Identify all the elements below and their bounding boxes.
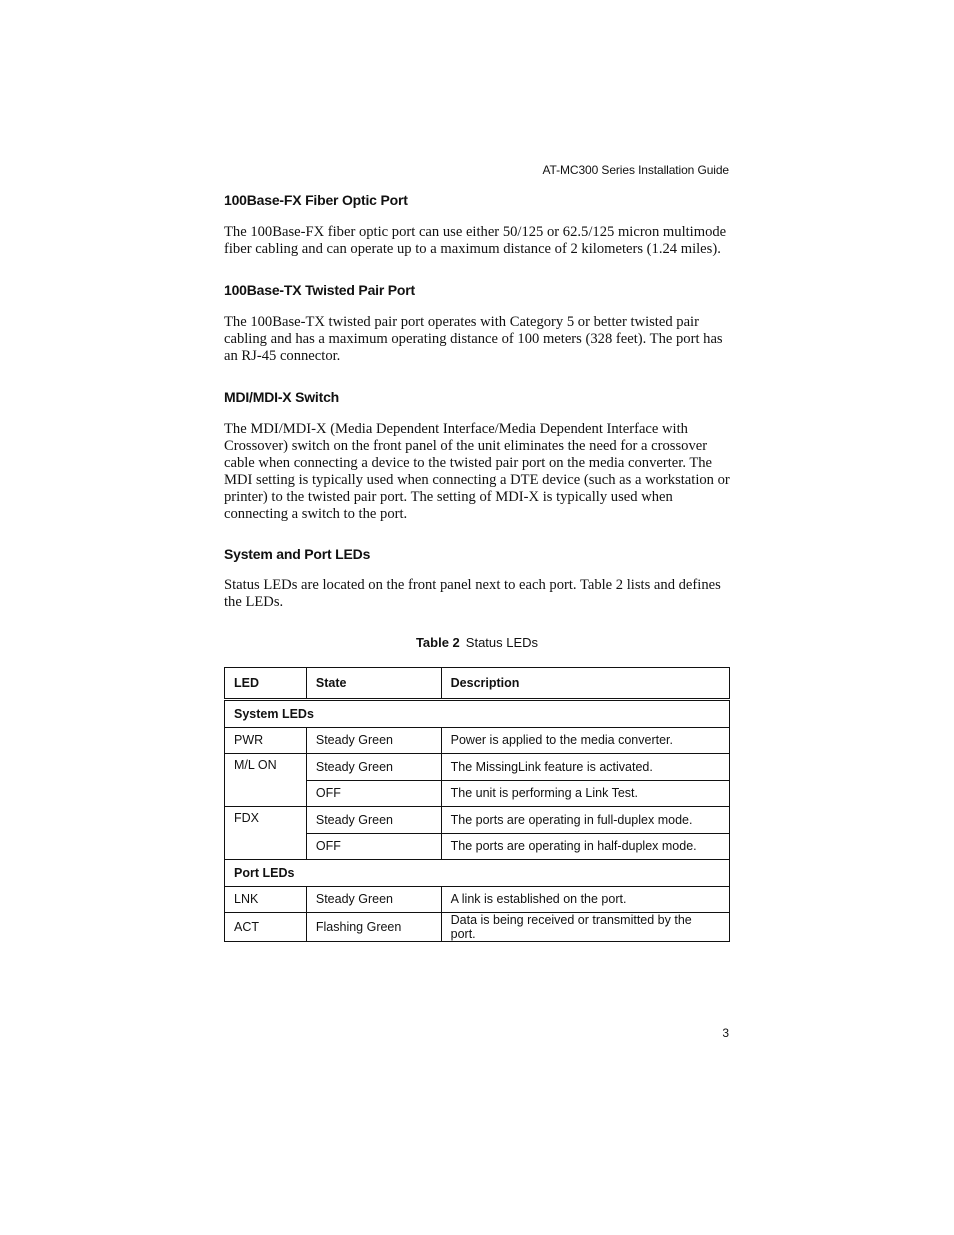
cell-state: Steady Green: [306, 727, 441, 754]
cell-description: The ports are operating in half-duplex mode.: [441, 833, 729, 860]
table-row: [225, 754, 730, 781]
status-leds-table: [224, 667, 730, 942]
cell-description: The ports are operating in full-duplex mode.: [441, 807, 729, 834]
table-row: [225, 727, 730, 754]
table-header-row: [225, 668, 730, 700]
column-header-state: State: [306, 668, 441, 700]
section-heading: 100Base-TX Twisted Pair Port: [224, 282, 415, 298]
running-header: AT-MC300 Series Installation Guide: [542, 163, 729, 177]
table-row: [225, 886, 730, 913]
cell-description: A link is established on the port.: [441, 886, 729, 913]
cell-description: Power is applied to the media converter.: [441, 727, 729, 754]
table-group-row: [225, 700, 730, 728]
section-twisted-pair-port: [224, 280, 730, 365]
cell-state: Steady Green: [306, 807, 441, 834]
section-mdi-switch: [224, 387, 730, 523]
table-caption-text: Status LEDs: [465, 635, 539, 650]
table-group-row: [225, 860, 730, 887]
group-port-leds: Port LEDs: [225, 860, 730, 887]
table-caption: [224, 634, 730, 652]
section-heading: System and Port LEDs: [224, 546, 371, 562]
section-body: The 100Base-TX twisted pair port operates with Category 5 or better twisted pair cabling and has a maximum operating distance of 100 meters (328 feet). The port has an RJ-45 connector.: [224, 314, 723, 364]
cell-led: LNK: [225, 886, 307, 913]
table-caption-label: Table 2: [415, 635, 460, 650]
section-system-port-leds: [224, 544, 730, 611]
section-body: The MDI/MDI-X (Media Dependent Interface/Media Dependent Interface with Crossover) switch on the front panel of the unit eliminates the need for a crossover cable when connecting a device to the twisted pair port on the media converter. The MDI setting is typically used when connecting a DTE device (such as a workstation or printer) to the twisted pair port. The setting of MDI-X is typically used when connecting a switch to the port.: [224, 421, 730, 522]
section-heading: MDI/MDI-X Switch: [224, 389, 340, 405]
cell-led: FDX: [225, 807, 307, 860]
cell-state: Steady Green: [306, 886, 441, 913]
table-row: [225, 807, 730, 834]
page-number: 3: [722, 1026, 729, 1040]
column-header-description: Description: [441, 668, 729, 700]
cell-state: OFF: [306, 780, 441, 807]
cell-state: Flashing Green: [306, 913, 441, 942]
page-content: [224, 190, 730, 942]
cell-state: Steady Green: [306, 754, 441, 781]
cell-led: ACT: [225, 913, 307, 942]
section-heading: 100Base-FX Fiber Optic Port: [224, 192, 408, 208]
section-fiber-optic-port: [224, 190, 730, 258]
cell-led: PWR: [225, 727, 307, 754]
section-body: Status LEDs are located on the front panel next to each port. Table 2 lists and defines the LEDs.: [224, 577, 721, 610]
cell-state: OFF: [306, 833, 441, 860]
section-body: The 100Base-FX fiber optic port can use either 50/125 or 62.5/125 micron multimode fiber cabling and can operate up to a maximum distance of 2 kilometers (1.24 miles).: [224, 224, 727, 257]
cell-description: The unit is performing a Link Test.: [441, 780, 729, 807]
table-row: [225, 913, 730, 942]
cell-description: The MissingLink feature is activated.: [441, 754, 729, 781]
cell-led: M/L ON: [225, 754, 307, 807]
cell-description: Data is being received or transmitted by the port.: [441, 913, 729, 942]
column-header-led: LED: [225, 668, 307, 700]
group-system-leds: System LEDs: [225, 700, 730, 728]
